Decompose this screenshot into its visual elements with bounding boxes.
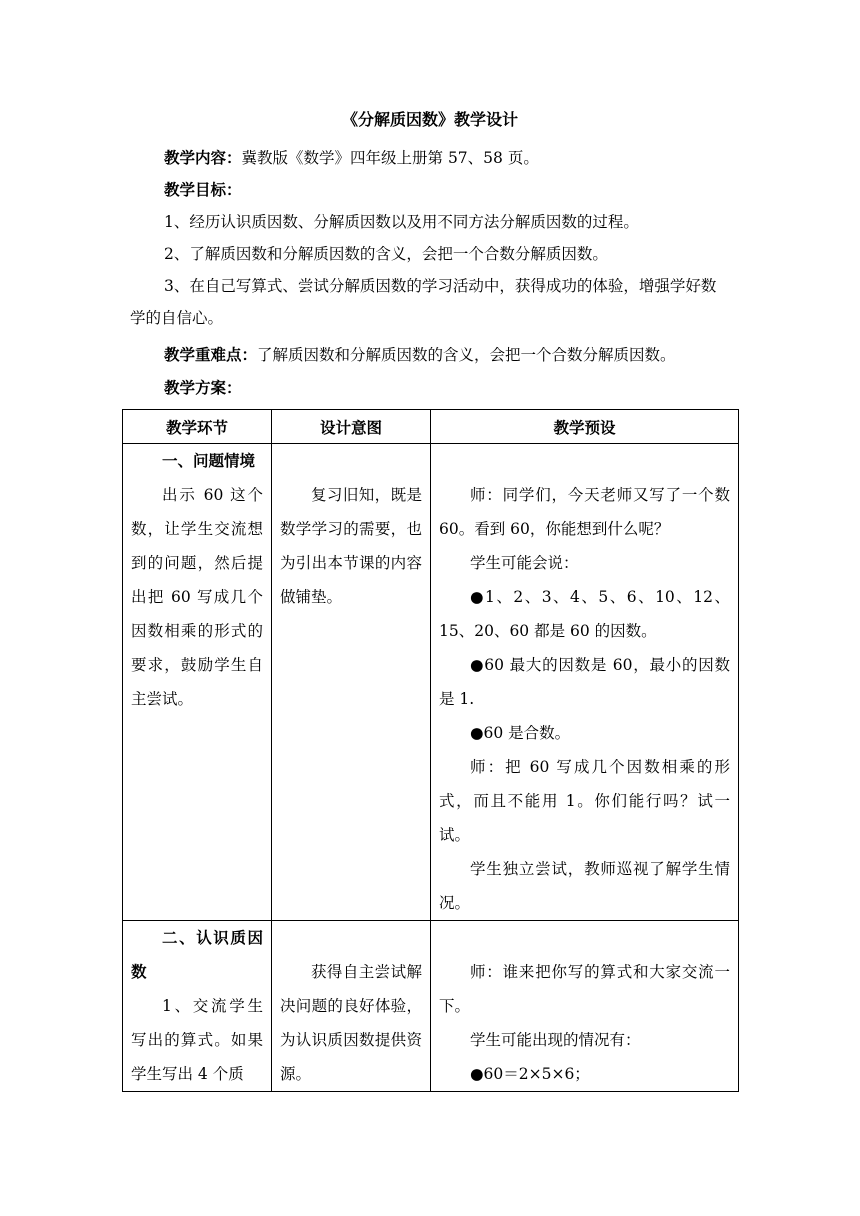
header-teaching-preset: 教学预设	[431, 410, 739, 444]
intent-text: 获得自主尝试解决问题的良好体验，为认识质因数提供资源。	[280, 963, 422, 1083]
preset-line: 师：把 60 写成几个因数相乘的形式，而且不能用 1。你们能行吗？试一试。	[439, 758, 730, 844]
intent-cell	[272, 444, 431, 921]
teaching-plan-label: 教学方案：	[164, 379, 242, 397]
section-text: 出示 60 这个数，让学生交流想到的问题，然后提出把 60 写成几个因数相乘的形式的要求，鼓励学生自主尝试。	[131, 486, 263, 708]
teaching-content-label: 教学内容：	[164, 149, 242, 167]
preset-line: 学生可能出现的情况有：	[470, 1031, 641, 1049]
section-text: 1、交流学生写出的算式。如果学生写出 4 个质	[131, 997, 263, 1083]
teaching-plan-heading	[130, 372, 730, 404]
table-header-row	[123, 410, 739, 444]
intent-cell	[272, 921, 431, 1092]
stage-cell	[123, 444, 272, 921]
preset-line: ●1、2、3、4、5、6、10、12、15、20、60 都是 60 的因数。	[439, 588, 730, 640]
teaching-goals-label: 教学目标：	[164, 181, 242, 199]
header-design-intent: 设计意图	[272, 410, 431, 444]
header-teaching-stage: 教学环节	[123, 410, 272, 444]
section-title: 一、问题情境	[162, 452, 256, 470]
key-points-text: 了解质因数和分解质因数的含义，会把一个合数分解质因数。	[257, 346, 676, 364]
key-points	[130, 339, 730, 371]
goal-item-1: 1、经历认识质因数、分解质因数以及用不同方法分解质因数的过程。	[164, 213, 639, 231]
stage-cell	[123, 921, 272, 1092]
preset-line: ●60＝2×5×6；	[470, 1065, 590, 1083]
table-row	[123, 444, 739, 921]
preset-line: 师：谁来把你写的算式和大家交流一下。	[439, 963, 730, 1015]
document-title: 《分解质因数》教学设计	[341, 110, 518, 129]
preset-cell	[431, 921, 739, 1092]
preset-line: ●60 最大的因数是 60，最小的因数是 1.	[439, 656, 730, 708]
preset-line: 学生可能会说：	[470, 554, 579, 572]
teaching-content-text: 冀教版《数学》四年级上册第 57、58 页。	[241, 149, 539, 167]
teaching-plan-table	[122, 409, 739, 1092]
key-points-label: 教学重难点：	[164, 346, 258, 364]
goal-item-3: 3、在自己写算式、尝试分解质因数的学习活动中，获得成功的体验，增强学好数学的自信心。	[130, 277, 717, 327]
preset-line: ●60 是合数。	[470, 724, 571, 742]
intent-text: 复习旧知，既是数学学习的需要，也为引出本节课的内容做铺垫。	[280, 486, 422, 606]
goal-item-2: 2、了解质因数和分解质因数的含义，会把一个合数分解质因数。	[164, 245, 608, 263]
table-row	[123, 921, 739, 1092]
teaching-content	[130, 142, 730, 174]
preset-line: 学生独立尝试，教师巡视了解学生情况。	[439, 860, 730, 912]
section-title: 二、认识质因数	[131, 929, 263, 981]
preset-line: 师：同学们，今天老师又写了一个数 60。看到 60，你能想到什么呢？	[439, 486, 730, 538]
teaching-goals-heading	[130, 174, 730, 206]
preset-cell	[431, 444, 739, 921]
